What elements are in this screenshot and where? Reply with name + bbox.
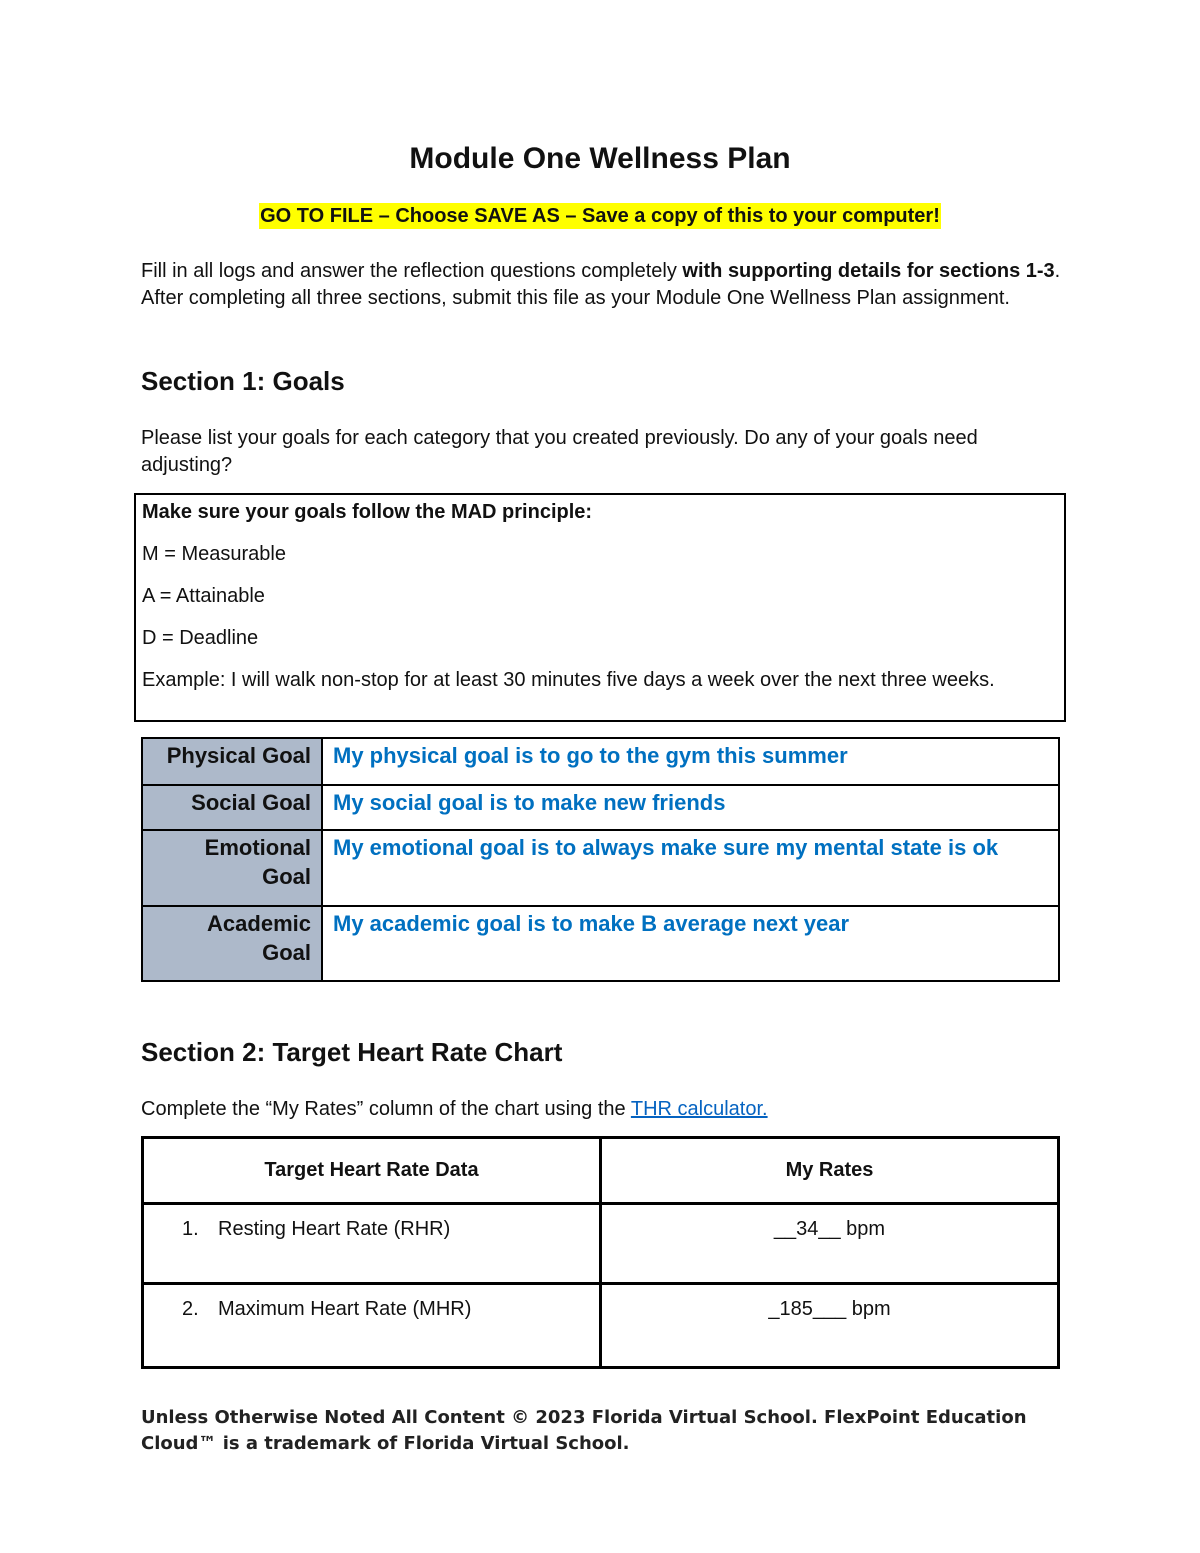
mhr-label: Maximum Heart Rate (MHR) bbox=[218, 1298, 472, 1320]
intro-paragraph bbox=[141, 258, 1061, 311]
table-header-row bbox=[143, 1138, 1059, 1204]
save-copy-warning bbox=[0, 205, 1200, 228]
mad-example: Example: I will walk non-stop for at least 30 minutes five days a week over the next three weeks. bbox=[142, 669, 995, 691]
goal-label-academic: Academic Goal bbox=[142, 906, 322, 981]
target-heart-rate-table bbox=[141, 1136, 1060, 1369]
warning-highlight: GO TO FILE – Choose SAVE AS – Save a copy of this to your computer! bbox=[260, 205, 940, 227]
col-header-data: Target Heart Rate Data bbox=[143, 1138, 601, 1204]
rhr-label: Resting Heart Rate (RHR) bbox=[218, 1218, 451, 1240]
mad-principle-box bbox=[134, 493, 1066, 722]
mad-deadline: D = Deadline bbox=[142, 627, 259, 649]
table-row bbox=[143, 1284, 1059, 1368]
table-row bbox=[143, 1204, 1059, 1284]
mhr-value[interactable]: _185___ bpm bbox=[601, 1284, 1059, 1368]
table-row bbox=[142, 830, 1059, 906]
page-title: Module One Wellness Plan bbox=[409, 142, 791, 175]
row-number: 2. bbox=[182, 1298, 199, 1320]
goal-value-emotional[interactable]: My emotional goal is to always make sure my mental state is ok bbox=[322, 830, 1059, 906]
intro-text-2: . After completing all three sections, submit this file as your Module One Wellness Plan assignment. bbox=[141, 260, 1061, 309]
mhr-label-cell bbox=[143, 1284, 601, 1368]
goals-table bbox=[141, 737, 1060, 982]
rhr-label-cell bbox=[143, 1204, 601, 1284]
goal-value-physical[interactable]: My physical goal is to go to the gym this summer bbox=[322, 738, 1059, 785]
goal-label-social: Social Goal bbox=[142, 785, 322, 830]
mad-heading: Make sure your goals follow the MAD principle: bbox=[142, 501, 593, 523]
goal-label-emotional: Emotional Goal bbox=[142, 830, 322, 906]
section-1-prompt: Please list your goals for each category that you created previously. Do any of your goals need adjusting? bbox=[141, 427, 978, 476]
col-header-rates: My Rates bbox=[601, 1138, 1059, 1204]
table-row bbox=[142, 738, 1059, 785]
copyright-footer: Unless Otherwise Noted All Content © 2023 Florida Virtual School. FlexPoint Education Cloud™ is a trademark of Florida Virtual School. bbox=[141, 1407, 1027, 1454]
intro-text-1: Fill in all logs and answer the reflection questions completely bbox=[141, 260, 683, 282]
section-2-prompt bbox=[141, 1096, 1061, 1123]
row-number: 1. bbox=[182, 1218, 199, 1240]
mad-measurable: M = Measurable bbox=[142, 543, 286, 565]
rhr-value[interactable]: __34__ bpm bbox=[601, 1204, 1059, 1284]
section-2-heading: Section 2: Target Heart Rate Chart bbox=[141, 1037, 563, 1067]
goal-value-social[interactable]: My social goal is to make new friends bbox=[322, 785, 1059, 830]
intro-bold-text: with supporting details for sections 1-3 bbox=[682, 260, 1055, 282]
goal-value-academic[interactable]: My academic goal is to make B average next year bbox=[322, 906, 1059, 981]
table-row bbox=[142, 906, 1059, 981]
table-row bbox=[142, 785, 1059, 830]
thr-calculator-link[interactable]: THR calculator. bbox=[630, 1098, 768, 1120]
goal-label-physical: Physical Goal bbox=[142, 738, 322, 785]
section-1-heading: Section 1: Goals bbox=[141, 366, 345, 396]
mad-attainable: A = Attainable bbox=[142, 585, 265, 607]
section-2-prompt-text: Complete the “My Rates” column of the chart using the bbox=[141, 1098, 631, 1120]
